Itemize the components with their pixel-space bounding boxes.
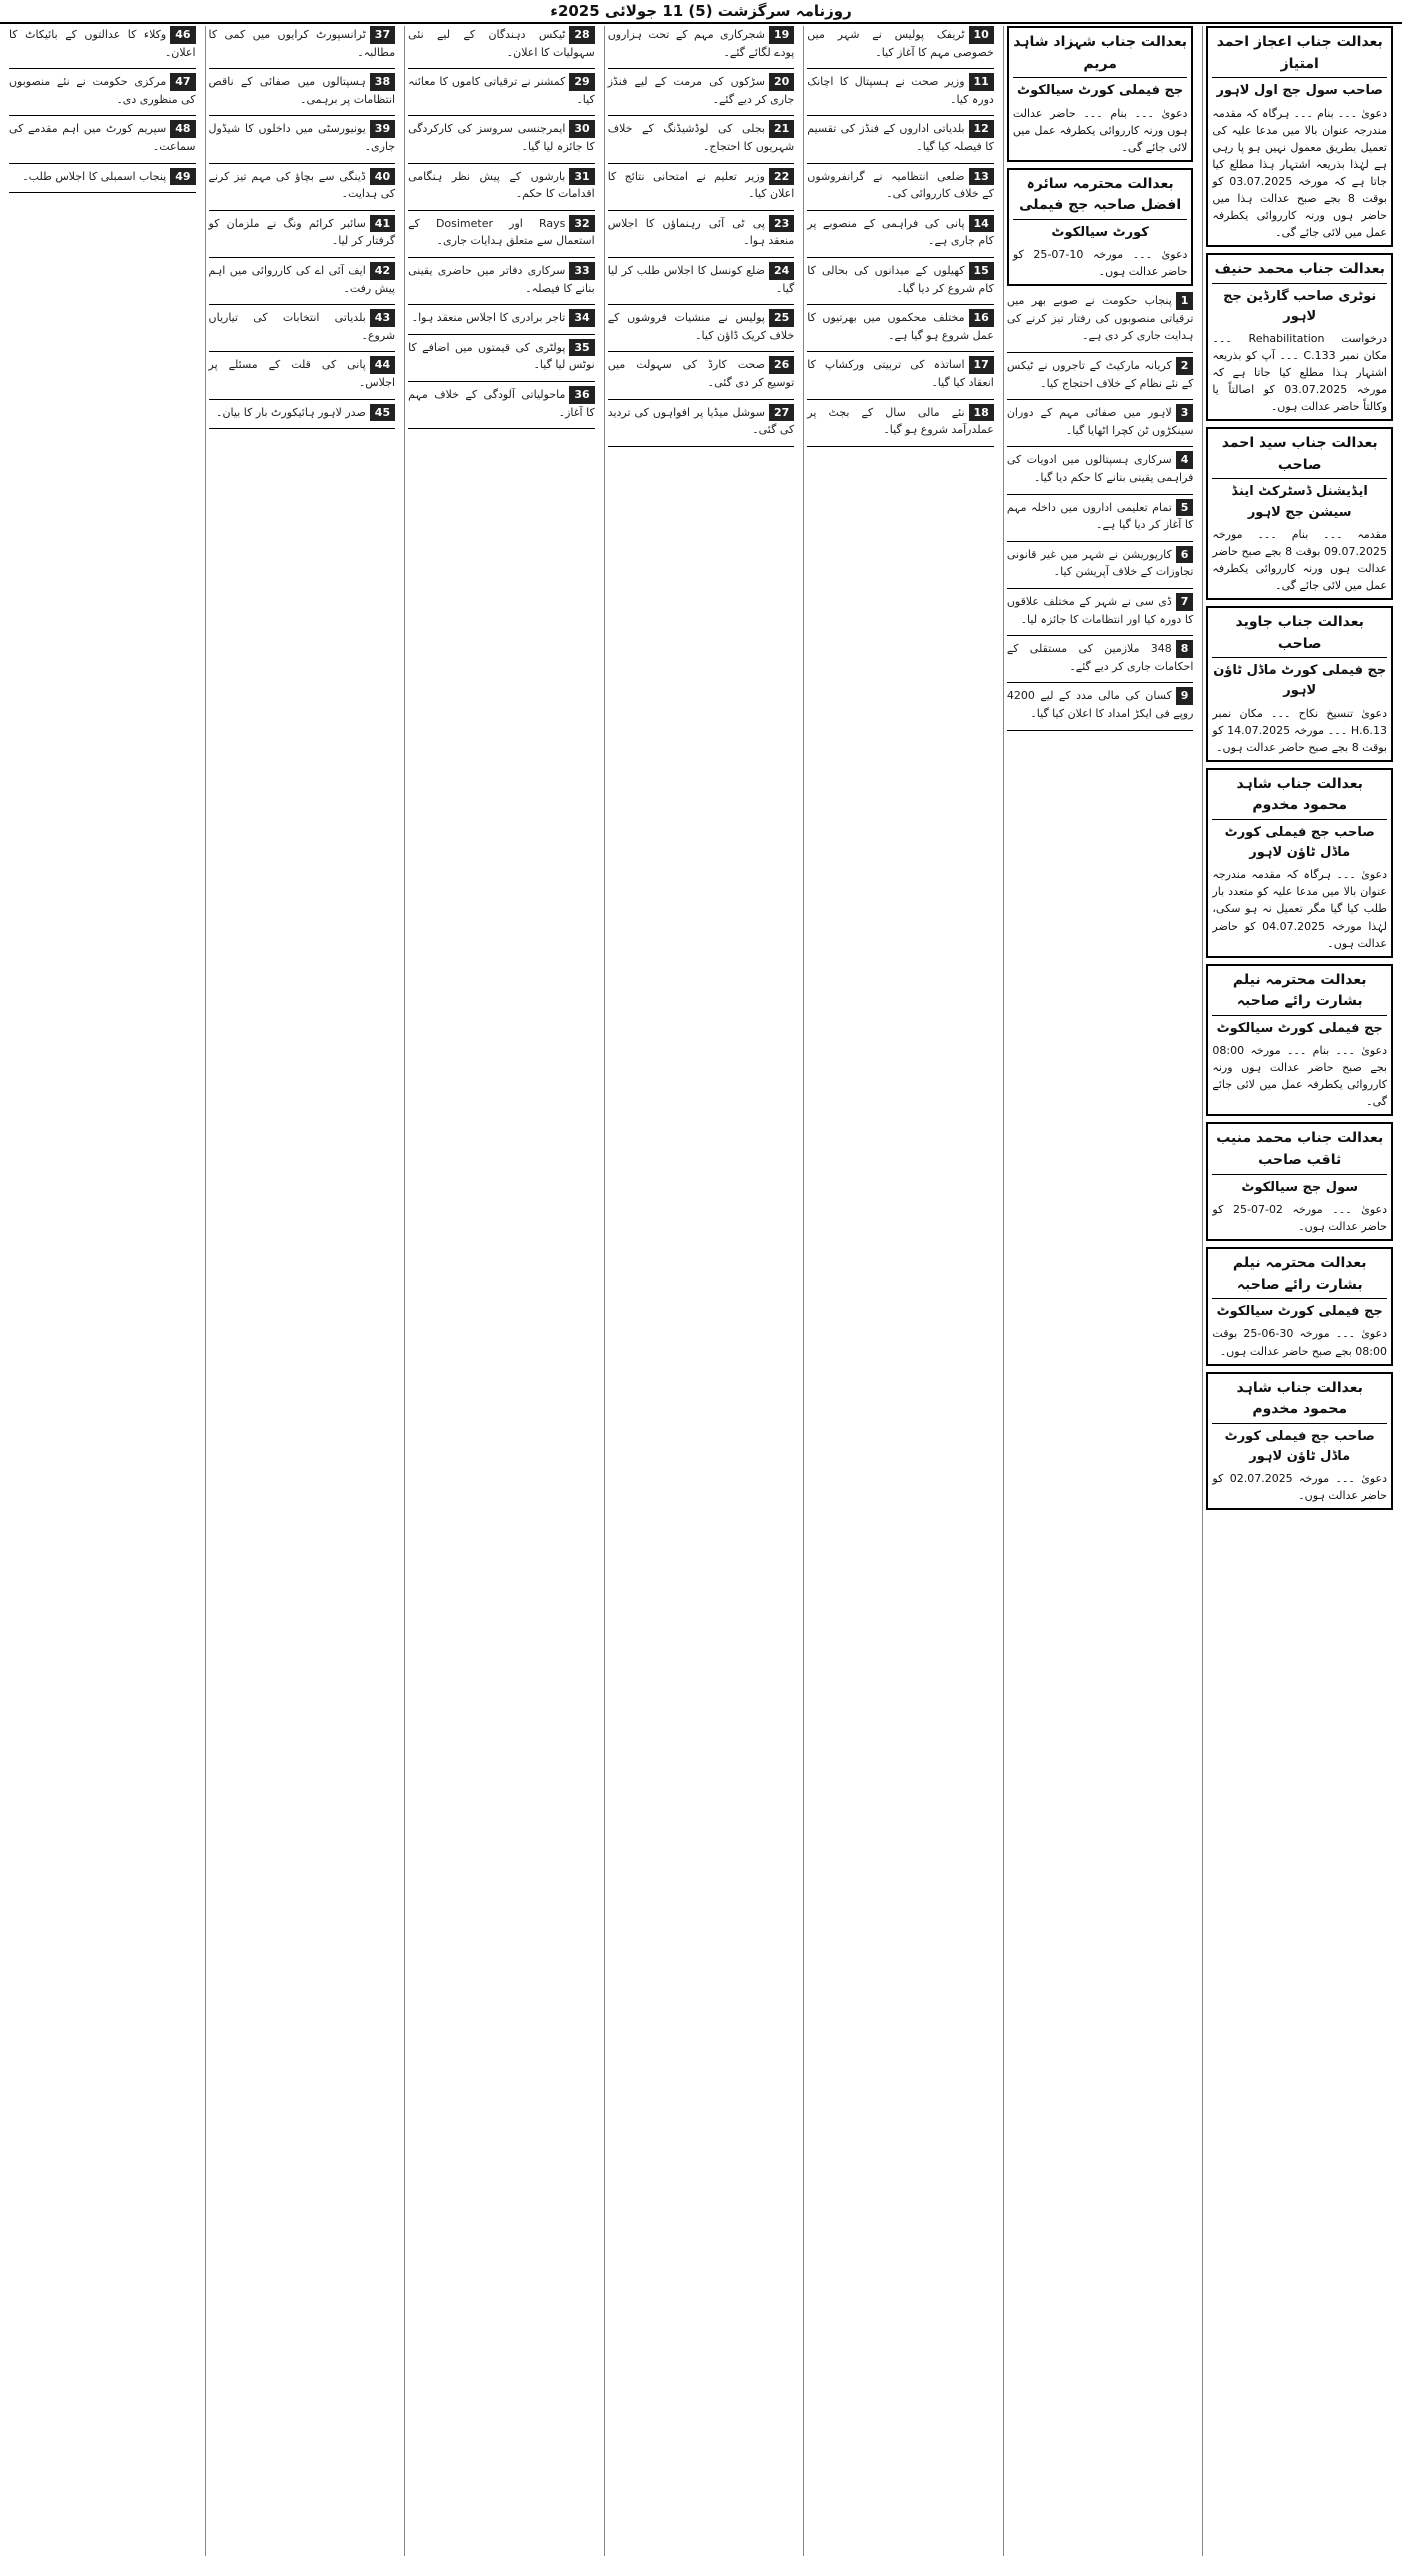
news-item	[408, 120, 595, 155]
news-item-number: 26	[769, 356, 794, 374]
news-item-text: کمشنر نے ترقیاتی کاموں کا معائنہ کیا۔	[408, 75, 595, 106]
news-item	[1007, 640, 1194, 675]
divider	[408, 304, 595, 305]
divider	[209, 115, 396, 116]
news-item	[408, 386, 595, 421]
news-item	[9, 168, 196, 186]
court-notice-subheading: سول جج سیالکوٹ	[1241, 1179, 1359, 1195]
column-4	[604, 26, 798, 2556]
news-item-number: 33	[569, 262, 594, 280]
news-item	[1007, 451, 1194, 486]
news-item-text: نئے مالی سال کے بجٹ پر عملدرآمد شروع ہو گیا۔	[807, 405, 994, 437]
divider	[408, 210, 595, 211]
news-item	[807, 168, 994, 203]
divider	[807, 304, 994, 305]
divider	[1007, 446, 1194, 447]
divider	[209, 428, 396, 429]
news-item-text: 348 ملازمین کی مستقلی کے احکامات جاری کر دیے گئے۔	[1006, 642, 1194, 673]
divider	[807, 446, 994, 447]
court-notice-subheading: ایڈیشنل ڈسٹرکٹ اینڈ سیشن جج لاہور	[1231, 484, 1368, 520]
news-item	[209, 262, 396, 297]
news-item-text: پانی کی قلت کے مسئلے پر اجلاس۔	[208, 358, 396, 389]
divider	[209, 399, 396, 400]
news-item	[209, 26, 396, 61]
divider	[608, 210, 795, 211]
news-item-text: وزیر تعلیم نے امتحانی نتائج کا اعلان کیا۔	[607, 169, 795, 201]
court-notice-subheading: صاحب سول جج اول لاہور	[1216, 83, 1383, 99]
news-item-number: 21	[769, 120, 794, 138]
news-item	[1007, 292, 1194, 345]
news-item	[608, 120, 795, 155]
news-item-text: صدر لاہور ہائیکورٹ بار کا بیان۔	[216, 405, 366, 419]
news-item-text: ڈینگی سے بچاؤ کی مہم تیز کرنے کی ہدایت۔	[208, 169, 396, 201]
court-notice-subheading: جج فیملی کورٹ ماڈل ٹاؤن لاہور	[1213, 663, 1387, 699]
court-notice	[1206, 26, 1393, 247]
divider	[608, 68, 795, 69]
news-item-number: 29	[569, 73, 594, 91]
news-item	[807, 262, 994, 297]
news-item-number: 38	[370, 73, 395, 91]
news-item-text: یونیورسٹی میں داخلوں کا شیڈول جاری۔	[208, 122, 396, 153]
divider	[1007, 682, 1194, 683]
divider	[807, 115, 994, 116]
news-item-text: لاہور میں صفائی مہم کے دوران سینکڑوں ٹن کچرا اٹھایا گیا۔	[1006, 406, 1194, 437]
divider	[9, 163, 196, 164]
news-item-text: ڈی سی نے شہر کے مختلف علاقوں کا دورہ کیا اور انتظامات کا جائزہ لیا۔	[1006, 594, 1194, 626]
news-item	[608, 262, 795, 297]
news-item	[9, 120, 196, 155]
court-notice-subheading: صاحب جج فیملی کورٹ ماڈل ٹاؤن لاہور	[1224, 825, 1375, 861]
news-item-text: مختلف محکموں میں بھرتیوں کا عمل شروع ہو گیا ہے۔	[807, 311, 994, 342]
divider	[807, 68, 994, 69]
news-item	[209, 73, 396, 108]
divider	[408, 257, 595, 258]
news-item	[408, 309, 595, 327]
news-item	[1007, 687, 1194, 722]
news-item-number: 44	[370, 356, 395, 374]
divider	[807, 351, 994, 352]
news-item-text: ضلعی انتظامیہ نے گرانفروشوں کے خلاف کارروائی کی۔	[807, 169, 994, 201]
columns	[6, 26, 1396, 2556]
news-item-text: پنجاب حکومت نے صوبے بھر میں ترقیاتی منصوبوں کی رفتار تیز کرنے کی ہدایت جاری کر دی ہے۔	[1006, 294, 1194, 343]
news-item-number: 41	[370, 215, 395, 233]
divider	[209, 210, 396, 211]
news-item-number: 3	[1176, 404, 1194, 422]
divider	[608, 351, 795, 352]
news-item	[608, 356, 795, 391]
news-item-text: سپریم کورٹ میں اہم مقدمے کی سماعت۔	[8, 122, 196, 153]
news-item-number: 47	[170, 73, 195, 91]
divider	[807, 163, 994, 164]
news-item	[807, 215, 994, 250]
news-item-number: 45	[370, 404, 395, 422]
divider	[608, 257, 795, 258]
divider	[1007, 541, 1194, 542]
news-item-text: اساتذہ کی تربیتی ورکشاپ کا انعقاد کیا گیا۔	[807, 358, 994, 389]
news-item-number: 2	[1176, 357, 1194, 375]
news-item	[608, 26, 795, 61]
court-notice-body: دعویٰ ۔۔۔ مورخہ 02-07-25 کو حاضر عدالت ہوں۔	[1212, 1202, 1388, 1233]
news-item-number: 22	[769, 168, 794, 186]
divider	[209, 351, 396, 352]
divider	[1007, 635, 1194, 636]
court-notice-body: دعویٰ ۔۔۔ مورخہ 30-06-25 بوقت 08:00 بجے صبح حاضر عدالت ہوں۔	[1212, 1327, 1387, 1358]
masthead: روزنامہ سرگزشت (5) 11 جولائی 2025ء	[0, 0, 1402, 24]
news-item	[807, 404, 994, 439]
divider	[408, 115, 595, 116]
news-item	[9, 26, 196, 61]
news-item	[1007, 546, 1194, 581]
news-item-number: 18	[969, 404, 994, 422]
column-5	[404, 26, 598, 2556]
court-notice-heading: بعدالت جناب جاوید صاحب	[1212, 612, 1387, 658]
news-item-text: ٹریفک پولیس نے شہر میں خصوصی مہم کا آغاز کیا۔	[807, 28, 994, 59]
news-item	[209, 168, 396, 203]
divider	[608, 163, 795, 164]
divider	[209, 257, 396, 258]
news-item-text: وکلاء کا عدالتوں کے بائیکاٹ کا اعلان۔	[8, 28, 196, 59]
court-notice-body: دعویٰ ۔۔۔ بنام ۔۔۔ حاضر عدالت ہوں ورنہ کارروائی یکطرفہ عمل میں لائی جائے گی۔	[1012, 106, 1188, 154]
court-notice-body: درخواست Rehabilitation ۔۔۔ مکان نمبر 133.C ۔۔۔ آپ کو بذریعہ اشتہار ہذا مطلع کیا جاتا ہے کہ مورخہ 03.07.2025 کو اصالتاً یا وکالتاً حاضر عدالت ہوں۔	[1212, 331, 1387, 414]
news-item-text: ایف آئی اے کی کارروائی میں اہم پیش رفت۔	[208, 263, 396, 295]
court-notice-heading: بعدالت جناب شاہد محمود مخدوم	[1212, 1378, 1387, 1424]
news-item-text: پانی کی فراہمی کے منصوبے پر کام جاری ہے۔	[807, 216, 994, 248]
news-item-number: 23	[769, 215, 794, 233]
divider	[807, 399, 994, 400]
news-item-number: 39	[370, 120, 395, 138]
column-3	[803, 26, 997, 2556]
court-notice-heading: بعدالت جناب محمد حنیف	[1212, 259, 1387, 284]
news-item	[608, 404, 795, 439]
court-notice-subheading: جج فیملی کورٹ سیالکوٹ	[1017, 83, 1184, 99]
news-item-number: 42	[370, 262, 395, 280]
news-item-number: 6	[1176, 546, 1194, 564]
news-item-text: سرکاری ہسپتالوں میں ادویات کی فراہمی یقینی بنانے کا حکم دیا گیا۔	[1006, 453, 1194, 485]
news-item-text: تاجر برادری کا اجلاس منعقد ہوا۔	[411, 311, 566, 325]
column-7	[6, 26, 199, 2556]
news-item	[408, 26, 595, 61]
court-notice-body: مقدمہ ۔۔۔ بنام ۔۔۔ مورخہ 09.07.2025 بوقت 8 بجے صبح حاضر عدالت ہوں ورنہ کارروائی یکطرفہ عمل میں لائی جائے گی۔	[1212, 527, 1388, 592]
divider	[209, 68, 396, 69]
court-notice-body: دعویٰ تنسیخ نکاح ۔۔۔ مکان نمبر 13.H.6 ۔۔۔ مورخہ 14.07.2025 کو بوقت 8 بجے صبح حاضر عدالت ہوں۔	[1212, 706, 1387, 754]
news-item-number: 30	[569, 120, 594, 138]
news-item-text: بارشوں کے پیش نظر ہنگامی اقدامات کا حکم۔	[408, 169, 595, 201]
news-item-text: سڑکوں کی مرمت کے لیے فنڈز جاری کر دیے گئے۔	[607, 75, 795, 106]
divider	[1007, 588, 1194, 589]
divider	[408, 334, 595, 335]
court-notice-body: دعویٰ ۔۔۔ ہرگاہ کہ مقدمہ مندرجہ عنوان بالا میں مدعا علیہ کو متعدد بار طلب کیا گیا مگر تعمیل نہ ہو سکی، لہٰذا مورخہ 04.07.2025 کو حاضر عدالت ہوں۔	[1212, 868, 1387, 950]
court-notice	[1206, 1122, 1393, 1241]
news-item	[209, 356, 396, 391]
news-item-number: 15	[969, 262, 994, 280]
divider	[608, 115, 795, 116]
court-notice	[1007, 168, 1194, 287]
news-item-text: پی ٹی آئی رہنماؤں کا اجلاس منعقد ہوا۔	[607, 216, 795, 248]
news-item-text: ایمرجنسی سروسز کی کارکردگی کا جائزہ لیا گیا۔	[408, 122, 595, 153]
news-item-number: 24	[769, 262, 794, 280]
news-item-number: 48	[170, 120, 195, 138]
court-notice	[1206, 1247, 1393, 1366]
divider	[408, 68, 595, 69]
news-item	[408, 73, 595, 108]
news-item	[408, 215, 595, 250]
news-item-text: بلدیاتی انتخابات کی تیاریاں شروع۔	[208, 311, 396, 342]
news-item-text: کسان کی مالی مدد کے لیے 4200 روپے فی ایکڑ امداد کا اعلان کیا گیا۔	[1006, 689, 1194, 720]
news-item-text: پولیس نے منشیات فروشوں کے خلاف کریک ڈاؤن کیا۔	[607, 311, 795, 342]
news-item-text: سائبر کرائم ونگ نے ملزمان کو گرفتار کر لیا۔	[208, 216, 396, 248]
news-item-text: تمام تعلیمی اداروں میں داخلہ مہم کا آغاز کر دیا گیا ہے۔	[1006, 500, 1194, 532]
news-item	[608, 168, 795, 203]
news-item-number: 16	[969, 309, 994, 327]
news-item	[1007, 357, 1194, 392]
court-notice	[1007, 26, 1194, 162]
news-item-number: 10	[969, 26, 994, 44]
news-item-text: ٹیکس دہندگان کے لیے نئی سہولیات کا اعلان۔	[408, 28, 595, 59]
news-item	[209, 120, 396, 155]
news-item-number: 34	[569, 309, 594, 327]
divider	[408, 381, 595, 382]
news-item-text: ضلع کونسل کا اجلاس طلب کر لیا گیا۔	[607, 263, 795, 295]
news-item-text: بلدیاتی اداروں کے فنڈز کی تقسیم کا فیصلہ کیا گیا۔	[807, 122, 994, 153]
news-item	[1007, 499, 1194, 534]
news-item-number: 14	[969, 215, 994, 233]
news-item	[807, 356, 994, 391]
column-6	[205, 26, 399, 2556]
news-item	[1007, 593, 1194, 628]
court-notice-heading: بعدالت محترمہ نیلم بشارت رائے صاحبہ	[1212, 970, 1387, 1016]
news-item	[408, 168, 595, 203]
news-item-text: شجرکاری مہم کے تحت ہزاروں پودے لگائے گئے۔	[607, 28, 795, 59]
news-item	[1007, 404, 1194, 439]
court-notice-heading: بعدالت جناب شاہد محمود مخدوم	[1212, 774, 1387, 820]
court-notice-heading: بعدالت جناب اعجاز احمد امتیاز	[1212, 32, 1387, 78]
court-notice-subheading: جج فیملی کورٹ سیالکوٹ	[1216, 1304, 1383, 1320]
court-notice	[1206, 768, 1393, 958]
news-item-number: 27	[769, 404, 794, 422]
news-item-number: 1	[1176, 292, 1194, 310]
divider	[1007, 494, 1194, 495]
news-item	[608, 309, 795, 344]
news-item-text: کھیلوں کے میدانوں کی بحالی کا کام شروع کر دیا گیا۔	[807, 263, 994, 295]
news-item-number: 46	[170, 26, 195, 44]
news-item	[209, 404, 396, 422]
news-item-text: کریانہ مارکیٹ کے تاجروں نے ٹیکس کے نئے نظام کے خلاف احتجاج کیا۔	[1006, 359, 1194, 390]
court-notice-heading: بعدالت محترمہ نیلم بشارت رائے صاحبہ	[1212, 1253, 1387, 1299]
divider	[209, 163, 396, 164]
divider	[807, 257, 994, 258]
news-item-number: 9	[1176, 687, 1194, 705]
court-notice	[1206, 606, 1393, 762]
news-item	[807, 73, 994, 108]
news-item-number: 17	[969, 356, 994, 374]
news-item	[608, 73, 795, 108]
news-item-number: 19	[769, 26, 794, 44]
news-item-text: پنجاب اسمبلی کا اجلاس طلب۔	[22, 169, 167, 183]
court-notice	[1206, 1372, 1393, 1511]
news-item-text: ہسپتالوں میں صفائی کے ناقص انتظامات پر برہمی۔	[208, 75, 396, 106]
court-notice-heading: بعدالت جناب سید احمد صاحب	[1212, 433, 1387, 479]
news-item-number: 37	[370, 26, 395, 44]
divider	[608, 399, 795, 400]
news-item-text: سوشل میڈیا پر افواہوں کی تردید کی گئی۔	[607, 405, 795, 437]
news-item	[608, 215, 795, 250]
divider	[1007, 730, 1194, 731]
court-notice-subheading: صاحب جج فیملی کورٹ ماڈل ٹاؤن لاہور	[1224, 1428, 1375, 1465]
news-item	[9, 73, 196, 108]
divider	[9, 115, 196, 116]
divider	[1007, 352, 1194, 353]
court-notice-subheading: جج فیملی کورٹ سیالکوٹ	[1216, 1021, 1383, 1036]
news-item-number: 49	[170, 168, 195, 186]
court-notice-heading: بعدالت جناب شہزاد شاہد مریم	[1013, 32, 1188, 78]
news-item-number: 4	[1176, 451, 1194, 469]
court-notice-heading: بعدالت محترمہ سائرہ افضل صاحبہ جج فیملی	[1013, 174, 1188, 220]
divider	[807, 210, 994, 211]
news-item-number: 7	[1176, 593, 1194, 611]
news-item	[209, 309, 396, 344]
news-item-number: 11	[969, 73, 994, 91]
news-item-number: 31	[569, 168, 594, 186]
news-item-text: کارپوریشن نے شہر میں غیر قانونی تجاوزات کے خلاف آپریشن کیا۔	[1006, 547, 1194, 579]
court-notice-subheading: کورٹ سیالکوٹ	[1051, 225, 1149, 241]
news-item-number: 28	[569, 26, 594, 44]
divider	[209, 304, 396, 305]
news-item	[209, 215, 396, 250]
court-notice-heading: بعدالت جناب محمد منیب ثاقب صاحب	[1212, 1128, 1387, 1174]
news-item-number: 43	[370, 309, 395, 327]
column-2	[1003, 26, 1197, 2556]
court-notice	[1206, 427, 1393, 600]
news-item-number: 12	[969, 120, 994, 138]
court-notice	[1206, 964, 1393, 1117]
news-item	[408, 339, 595, 374]
court-notice-body: دعویٰ ۔۔۔ بنام ۔۔۔ ہرگاہ کہ مقدمہ مندرجہ عنوان بالا میں مدعا علیہ کی تعمیل بطریق معمول نہیں ہو پا رہی ہے لہٰذا بذریعہ اشتہار ہذا مطلع کیا جاتا ہے کہ مورخہ 03.07.2025 کو بوقت 8 بجے صبح عدالت ہذا میں حاضر ہوں ورنہ کارروائی یکطرفہ عمل میں لائی جائے گی۔	[1212, 106, 1387, 239]
news-item-number: 25	[769, 309, 794, 327]
news-item-number: 20	[769, 73, 794, 91]
news-item-number: 32	[569, 215, 594, 233]
news-item-text: مرکزی حکومت نے نئے منصوبوں کی منظوری دی۔	[8, 75, 196, 106]
court-notice-body: دعویٰ ۔۔۔ مورخہ 10-07-25 کو حاضر عدالت ہوں۔	[1012, 248, 1188, 279]
news-item	[807, 120, 994, 155]
news-item-text: ماحولیاتی آلودگی کے خلاف مہم کا آغاز۔	[408, 387, 595, 419]
court-notice	[1206, 253, 1393, 421]
news-item-text: Rays اور Dosimeter کے استعمال سے متعلق ہدایات جاری۔	[408, 216, 595, 248]
news-item-number: 8	[1176, 640, 1194, 658]
divider	[1007, 399, 1194, 400]
news-item-number: 5	[1176, 499, 1194, 517]
divider	[9, 192, 196, 193]
news-item-text: وزیر صحت نے ہسپتال کا اچانک دورہ کیا۔	[807, 75, 994, 106]
news-item-number: 40	[370, 168, 395, 186]
news-item	[807, 309, 994, 344]
news-item-text: بجلی کی لوڈشیڈنگ کے خلاف شہریوں کا احتجاج۔	[607, 122, 795, 153]
divider	[408, 428, 595, 429]
news-item	[408, 262, 595, 297]
news-item-text: پولٹری کی قیمتوں میں اضافے کا نوٹس لیا گیا۔	[408, 340, 595, 372]
court-notice-subheading: نوٹری صاحب گارڈین جج لاہور	[1223, 288, 1377, 324]
news-item-number: 13	[969, 168, 994, 186]
column-1	[1202, 26, 1396, 2556]
news-item-text: صحت کارڈ کی سہولت میں توسیع کر دی گئی۔	[607, 358, 795, 389]
news-item-text: ٹرانسپورٹ کرایوں میں کمی کا مطالبہ۔	[208, 28, 396, 59]
divider	[608, 304, 795, 305]
divider	[9, 68, 196, 69]
news-item	[807, 26, 994, 61]
divider	[608, 446, 795, 447]
news-item-number: 36	[569, 386, 594, 404]
court-notice-body: دعویٰ ۔۔۔ بنام ۔۔۔ مورخہ 08:00 بجے صبح حاضر عدالت ہوں ورنہ کارروائی یکطرفہ عمل میں لائی جائے گی۔	[1212, 1044, 1387, 1109]
court-notice-body: دعویٰ ۔۔۔ مورخہ 02.07.2025 کو حاضر عدالت ہوں۔	[1212, 1472, 1387, 1503]
news-item-number: 35	[569, 339, 594, 357]
news-item-text: سرکاری دفاتر میں حاضری یقینی بنانے کا فیصلہ۔	[408, 263, 595, 295]
divider	[408, 163, 595, 164]
